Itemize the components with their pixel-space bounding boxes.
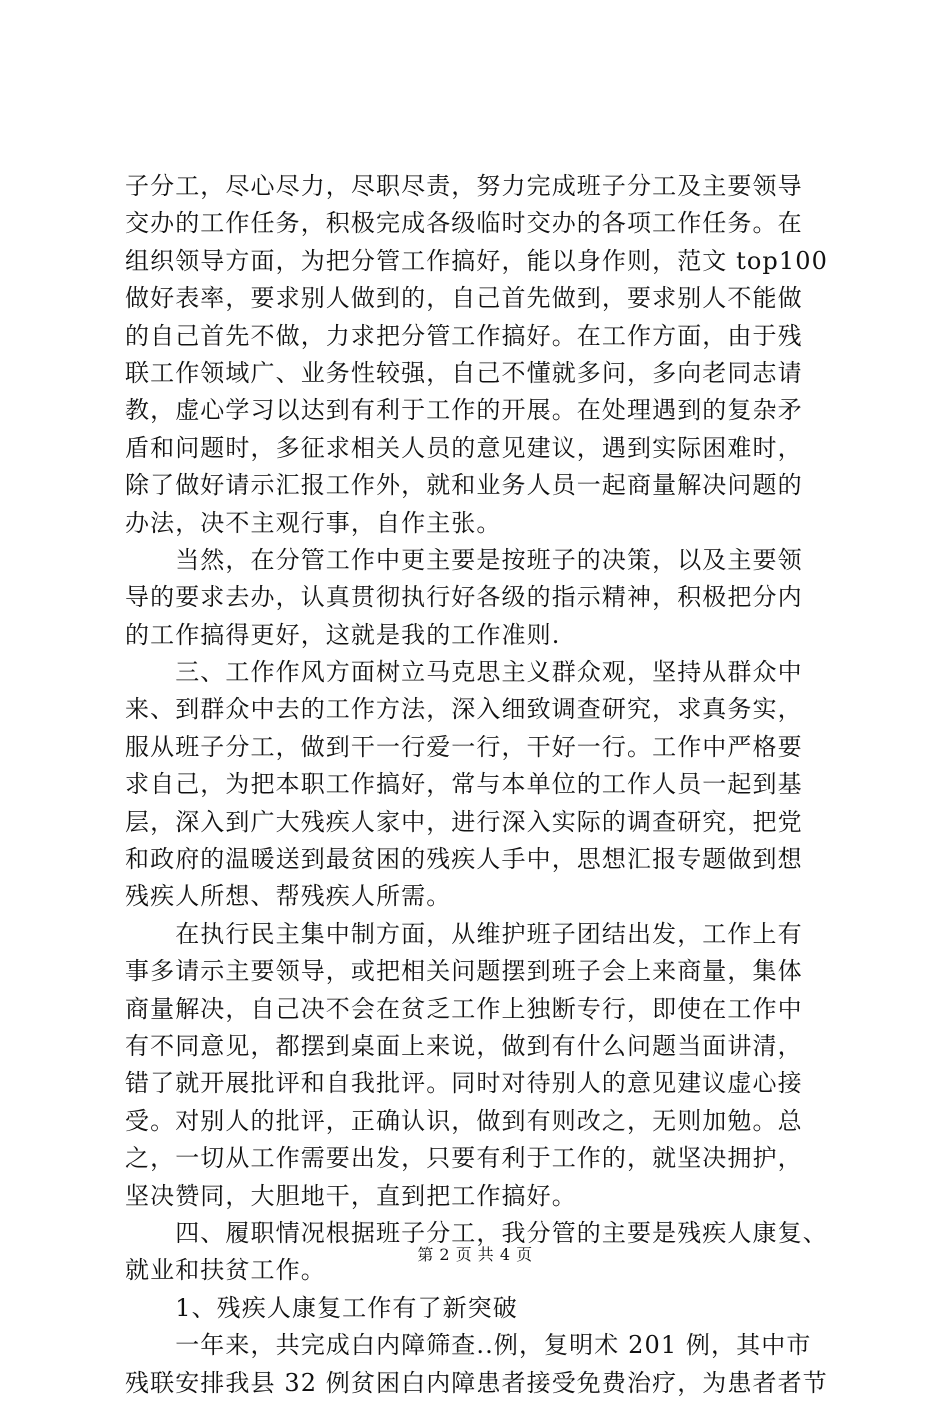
- text-line: 导的要求去办，认真贯彻执行好各级的指示精神，积极把分内: [125, 583, 803, 612]
- text-line: 盾和问题时，多征求相关人员的意见建议，遇到实际困难时，: [125, 433, 803, 462]
- text-line: 交办的工作任务，积极完成各级临时交办的各项工作任务。在: [125, 209, 803, 238]
- text-line: 残联安排我县 32 例贫困白内障患者接受免费治疗，为患者者节: [125, 1368, 828, 1397]
- text-line: 四、履职情况根据班子分工，我分管的主要是残疾人康复、: [125, 1218, 828, 1247]
- text-line: 一年来，共完成白内障筛查..例，复明术 201 例，其中市: [125, 1331, 812, 1360]
- text-line: 做好表率，要求别人做到的，自己首先做到，要求别人不能做: [125, 284, 803, 313]
- text-line: 1、残疾人康复工作有了新突破: [125, 1293, 518, 1322]
- text-line: 求自己，为把本职工作搞好，常与本单位的工作人员一起到基: [125, 770, 803, 799]
- text-line: 办法，决不主观行事，自作主张。: [125, 508, 502, 537]
- text-line: 联工作领域广、业务性较强，自己不懂就多问，多向老同志请: [125, 358, 803, 387]
- text-line: 当然，在分管工作中更主要是按班子的决策，以及主要领: [125, 545, 803, 574]
- text-line: 坚决赞同，大胆地干，直到把工作搞好。: [125, 1181, 577, 1210]
- text-line: 事多请示主要领导，或把相关问题摆到班子会上来商量，集体: [125, 957, 803, 986]
- text-line: 除了做好请示汇报工作外，就和业务人员一起商量解决问题的: [125, 471, 803, 500]
- text-line: 在执行民主集中制方面，从维护班子团结出发，工作上有: [125, 919, 803, 948]
- text-line: 有不同意见，都摆到桌面上来说，做到有什么问题当面讲清，: [125, 1031, 803, 1060]
- text-line: 错了就开展批评和自我批评。同时对待别人的意见建议虚心接: [125, 1069, 803, 1098]
- text-line: 组织领导方面，为把分管工作搞好，能以身作则，范文 top100: [125, 246, 828, 275]
- text-line: 和政府的温暖送到最贫困的残疾人手中，思想汇报专题做到想: [125, 845, 803, 874]
- text-line: 残疾人所想、帮残疾人所需。: [125, 882, 452, 911]
- text-line: 三、工作作风方面树立马克思主义群众观，坚持从群众中: [125, 658, 803, 687]
- text-line: 来、到群众中去的工作方法，深入细致调查研究，求真务实，: [125, 695, 803, 724]
- text-line: 教，虚心学习以达到有利于工作的开展。在处理遇到的复杂矛: [125, 396, 803, 425]
- text-line: 之，一切从工作需要出发，只要有利于工作的，就坚决拥护，: [125, 1144, 803, 1173]
- text-line: 受。对别人的批评，正确认识，做到有则改之，无则加勉。总: [125, 1106, 803, 1135]
- text-line: 的工作搞得更好，这就是我的工作准则.: [125, 620, 561, 649]
- document-body: [125, 168, 830, 1402]
- text-line: 就业和扶贫工作。: [125, 1256, 326, 1285]
- text-line: 子分工，尽心尽力，尽职尽责，努力完成班子分工及主要领导: [125, 172, 803, 200]
- text-line: 的自己首先不做，力求把分管工作搞好。在工作方面，由于残: [125, 321, 803, 350]
- text-line: 商量解决，自己决不会在贫乏工作上独断专行，即使在工作中: [125, 994, 803, 1023]
- text-line: 层，深入到广大残疾人家中，进行深入实际的调查研究，把党: [125, 807, 803, 836]
- page-number-footer: 第 2 页 共 4 页: [417, 1245, 533, 1264]
- text-line: 服从班子分工，做到干一行爱一行，干好一行。工作中严格要: [125, 732, 803, 761]
